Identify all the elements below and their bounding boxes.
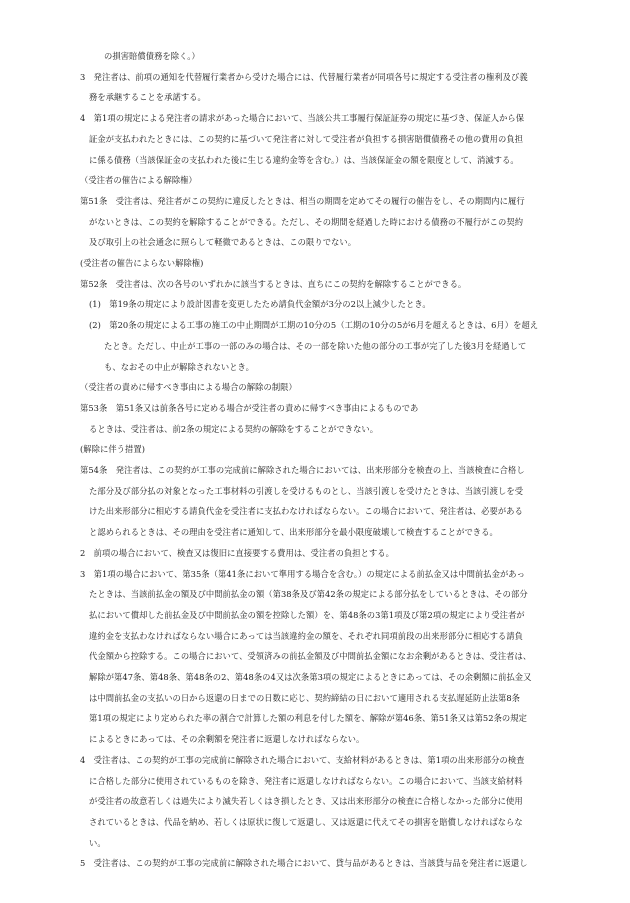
text-line: た部分及び部分払の対象となった工事材料の引渡しを受けるものとし、当該引渡しを受けたときは、当該引渡しを受 — [89, 485, 524, 496]
text-line: 3 第1項の場合において、第35条（第41条において準用する場合を含む。）の規定による前払金又は中間前払金があっ — [80, 568, 525, 579]
text-line: 払において償却した前払金及び中間前払金の額を控除した額）を、第48条の3第1項及び第2項の規定により受注者が — [89, 609, 525, 620]
section-heading: （受注者の催告による解除権） — [80, 175, 197, 186]
text-line: 違約金を支払わなければならない場合にあっては当該違約金の額を、それぞれ同項前段の出来形部分に相応する請負 — [89, 630, 523, 641]
text-line: るときは、受注者は、前2条の規定による契約の解除をすることができない。 — [89, 423, 379, 434]
text-line: されているときは、代品を納め、若しくは原状に復して返還し、又は返還に代えてその損害を賠償しなければならな — [89, 816, 523, 827]
text-line: 4 受注者は、この契約が工事の完成前に解除された場合において、支給材料があるときは、第1項の出来形部分の検査 — [80, 754, 525, 765]
text-line: 解除が第47条、第48条、第48条の2、第48条の4又は次条第3項の規定によるときにあっては、その余剰額に前払金又 — [89, 672, 532, 682]
text-line: 証金が支払われたときには、この契約に基づいて発注者に対して受注者が負担する損害賠償債務その他の費用の負担 — [89, 133, 524, 144]
text-line: 第51条 受注者は、発注者がこの契約に違反したときは、相当の期間を定めてその履行の催告をし、その期間内に履行 — [80, 195, 525, 206]
text-line: 2 前項の場合において、検査又は復旧に直接要する費用は、受注者の負担とする。 — [80, 547, 395, 558]
section-heading: (受注者の催告によらない解除権) — [80, 258, 204, 268]
text-line: に合格した部分に使用されているものを除き、発注者に返還しなければならない。この場合において、当該支給材料 — [89, 775, 523, 786]
text-line: 第54条 発注者は、この契約が工事の完成前に解除された場合においては、出来形部分を検査の上、当該検査に合格し — [80, 465, 525, 475]
text-line: 5 受注者は、この契約が工事の完成前に解除された場合において、貸与品があるときは、当該貸与品を発注者に返還し — [80, 858, 528, 869]
text-line: (1) 第19条の規定により設計図書を変更したため請負代金額が3分の2以上減少したとき。 — [89, 299, 431, 310]
text-line: 第53条 第51条又は前条各号に定める場合が受注者の責めに帰すべき事由によるものであ — [80, 402, 419, 413]
text-line: たときは、当該前払金の額及び中間前払金の額（第38条及び第42条の規定による部分払をしているときは、その部分 — [89, 589, 528, 600]
text-line: い。 — [89, 837, 106, 848]
text-line: がないときは、この契約を解除することができる。ただし、その期間を経過した時における債務の不履行がこの契約 — [89, 216, 524, 227]
text-line: も、なおその中止が解除されないとき。 — [104, 361, 254, 372]
text-line: の損害賠償債務を除く。） — [104, 51, 200, 61]
text-line: 第1項の規定により定められた率の割合で計算した額の利息を付した額を、解除が第46条、第51条又は第52条の規定 — [89, 713, 527, 724]
text-line: 3 発注者は、前項の通知を代替履行業者から受けた場合には、代替履行業者が同項各号に規定する受注者の権利及び義 — [80, 71, 528, 82]
text-line: けた出来形部分に相応する請負代金を受注者に支払わなければならない。この場合において、発注者は、必要がある — [89, 506, 523, 517]
text-line: 務を承継することを承諾する。 — [89, 92, 206, 103]
text-line: と認められるときは、その理由を受注者に通知して、出来形部分を最小限度破壊して検査することができる。 — [89, 527, 498, 538]
section-heading: （受注者の責めに帰すべき事由による場合の解除の制限） — [80, 382, 297, 393]
text-line: 第52条 受注者は、次の各号のいずれかに該当するときは、直ちにこの契約を解除することができる。 — [80, 278, 467, 289]
text-line: 代金額から控除する。この場合において、受領済みの前払金額及び中間前払金額になお余剰があるときは、受注者は、 — [89, 651, 532, 662]
text-line: によるときにあっては、その余剰額を発注者に返還しなければならない。 — [89, 734, 365, 745]
text-line: (2) 第20条の規定による工事の施工の中止期間が工期の10分の5（工期の10分の5が6月を超えるときは、6月）を超え — [89, 320, 539, 331]
section-heading: (解除に伴う措置) — [80, 444, 146, 455]
text-line: たとき。ただし、中止が工事の一部のみの場合は、その一部を除いた他の部分の工事が完了した後3月を経過して — [104, 340, 527, 351]
text-line: が受注者の故意若しくは過失により滅失若しくはき損したとき、又は出来形部分の検査に合格しなかった部分に使用 — [89, 796, 523, 807]
text-line: 4 第1項の規定による発注者の請求があった場合において、当該公共工事履行保証証券の規定に基づき、保証人から保 — [80, 113, 525, 124]
text-line: 及び取引上の社会通念に照らして軽微であるときは、この限りでない。 — [89, 237, 357, 248]
text-line: は中間前払金の支払いの日から返還の日までの日数に応じ、契約締結の日において適用される支払遅延防止法第8条 — [89, 692, 521, 703]
text-line: に係る債務（当該保証金の支払われた後に生じる違約金等を含む。）は、当該保証金の額を限度として、消滅する。 — [89, 154, 519, 165]
